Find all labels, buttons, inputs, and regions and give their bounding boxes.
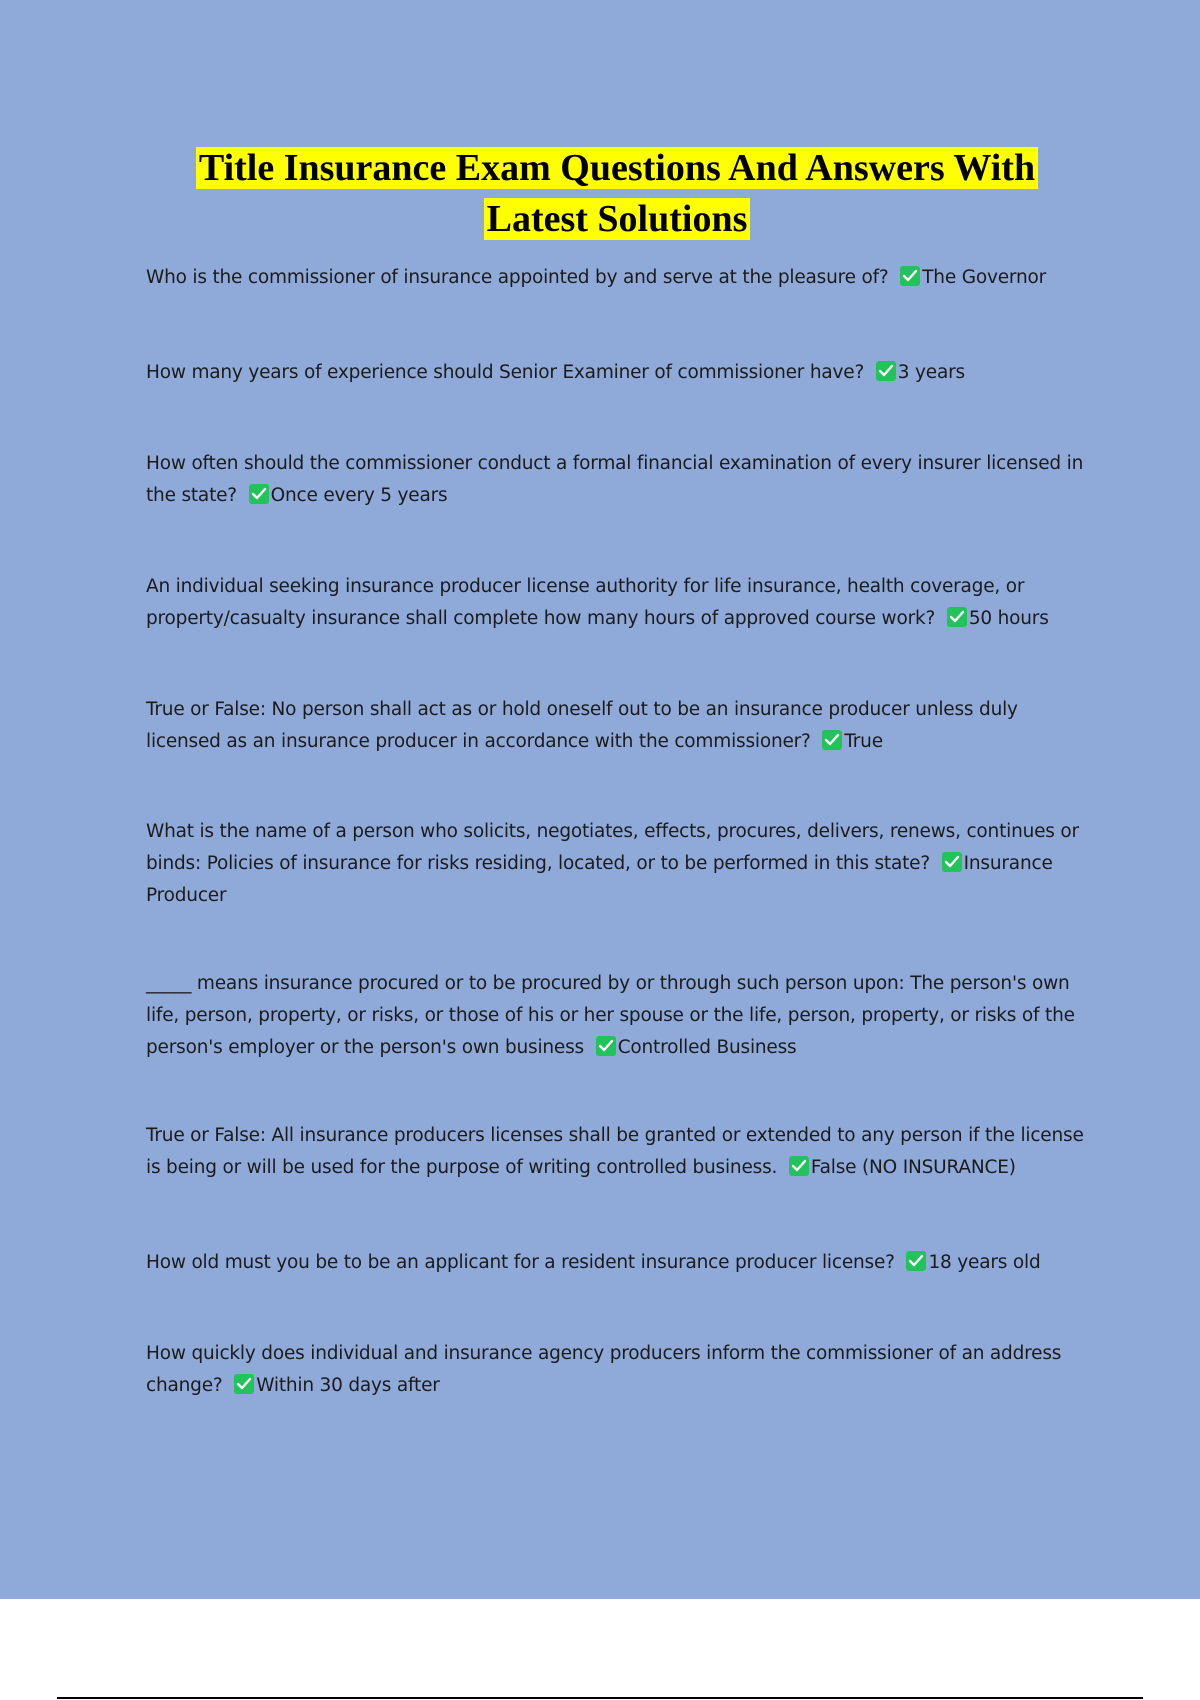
answer-text: 50 hours (968, 608, 1049, 629)
qa-item (146, 448, 1086, 512)
answer-text: 3 years (897, 362, 965, 383)
question-text: True or False: No person shall act as or hold oneself out to be an insurance producer unless duly licensed as an insurance producer in accordance with the commissioner? (146, 699, 1018, 752)
question-text: How quickly does individual and insurance agency producers inform the commissioner of an address change? (146, 1343, 1062, 1396)
check-mark-icon (947, 607, 967, 627)
check-mark-icon (249, 484, 269, 504)
answer-text: False (NO INSURANCE) (810, 1157, 1016, 1178)
question-text: What is the name of a person who solicits, negotiates, effects, procures, delivers, renews, continues or binds: Policies of insurance for risks residing, located, or to be performed in this state? (146, 821, 1079, 874)
answer-text: 18 years old (928, 1252, 1041, 1273)
check-mark-icon (596, 1036, 616, 1056)
qa-item (146, 1247, 1086, 1279)
title-line-2: Latest Solutions (484, 198, 751, 240)
footer-rule (57, 1697, 1143, 1699)
qa-item (146, 1120, 1086, 1184)
qa-item (146, 694, 1086, 758)
qa-item (146, 262, 1086, 294)
question-text: How old must you be to be an applicant for a resident insurance producer license? (146, 1252, 895, 1273)
check-mark-icon (822, 730, 842, 750)
question-text: True or False: All insurance producers licenses shall be granted or extended to any person if the license is being or will be used for the purpose of writing controlled business. (146, 1125, 1084, 1178)
question-text: _____ means insurance procured or to be procured by or through such person upon: The person's own life, person, property, or risks, or those of his or her spouse or the life, person, property, or risks of the person's employer or the person's own business (146, 973, 1075, 1058)
qa-item (146, 571, 1086, 635)
answer-text: Once every 5 years (270, 485, 448, 506)
answer-text: The Governor (922, 267, 1047, 288)
title-line-1: Title Insurance Exam Questions And Answers With (196, 147, 1038, 189)
question-text: How often should the commissioner conduct a formal financial examination of every insurer licensed in the state? (146, 453, 1084, 506)
check-mark-icon (900, 266, 920, 286)
check-mark-icon (234, 1374, 254, 1394)
qa-item (146, 1338, 1086, 1402)
answer-text: Within 30 days after (256, 1375, 440, 1396)
check-mark-icon (789, 1156, 809, 1176)
check-mark-icon (942, 852, 962, 872)
question-text: Who is the commissioner of insurance appointed by and serve at the pleasure of? (146, 267, 889, 288)
answer-text: Controlled Business (617, 1037, 797, 1058)
check-mark-icon (876, 361, 896, 381)
qa-item (146, 357, 1086, 389)
qa-item (146, 968, 1086, 1064)
question-text: How many years of experience should Senior Examiner of commissioner have? (146, 362, 865, 383)
question-text: An individual seeking insurance producer license authority for life insurance, health coverage, or property/casualty insurance shall complete how many hours of approved course work? (146, 576, 1025, 629)
document-title (0, 143, 1200, 245)
answer-text: Insurance Producer (146, 853, 1053, 906)
check-mark-icon (906, 1251, 926, 1271)
answer-text: True (844, 731, 883, 752)
qa-item (146, 816, 1086, 912)
